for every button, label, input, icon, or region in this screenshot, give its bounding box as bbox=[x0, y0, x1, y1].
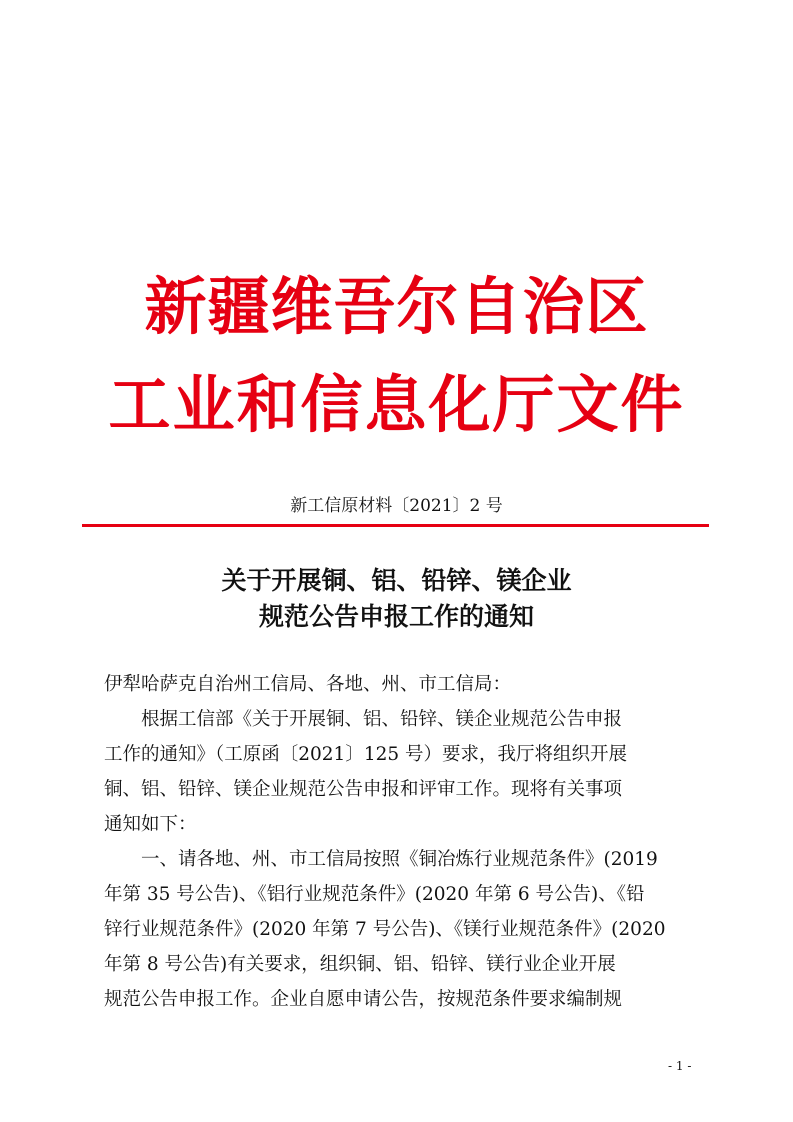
body-line: 规范公告申报工作。企业自愿申请公告，按规范条件要求编制规 bbox=[104, 989, 623, 1010]
body-line: 铜、铝、铅锌、镁企业规范公告申报和评审工作。现将有关事项 bbox=[104, 779, 623, 800]
body-line: 年第 8 号公告)有关要求，组织铜、铝、铅锌、镁行业企业开展 bbox=[104, 954, 616, 975]
issuer-header-line-2: 工业和信息化厅文件 bbox=[108, 368, 685, 441]
issuer-header-line-1: 新疆维吾尔自治区 bbox=[144, 270, 649, 343]
body-line: 根据工信部《关于开展铜、铝、铅锌、镁企业规范公告申报 bbox=[104, 709, 623, 730]
page-number: - 1 - bbox=[668, 1059, 692, 1073]
body-line: 工作的通知》（工原函〔2021〕125 号）要求，我厅将组织开展 bbox=[104, 744, 628, 765]
document-title-line-2: 规范公告申报工作的通知 bbox=[258, 602, 534, 631]
document-number: 新工信原材料〔2021〕2 号 bbox=[290, 496, 503, 516]
body-line: 锌行业规范条件》(2020 年第 7 号公告)、《镁行业规范条件》(2020 bbox=[104, 919, 666, 940]
body-line: 通知如下： bbox=[104, 814, 197, 835]
document-title-line-1: 关于开展铜、铝、铅锌、镁企业 bbox=[221, 566, 572, 595]
red-divider-line bbox=[82, 524, 709, 527]
body-line: 年第 35 号公告)、《铝行业规范条件》(2020 年第 6 号公告)、《铅 bbox=[104, 884, 645, 905]
body-line: 一、请各地、州、市工信局按照《铜冶炼行业规范条件》(2019 bbox=[104, 849, 658, 870]
body-line: 伊犁哈萨克自治州工信局、各地、州、市工信局： bbox=[104, 674, 512, 695]
